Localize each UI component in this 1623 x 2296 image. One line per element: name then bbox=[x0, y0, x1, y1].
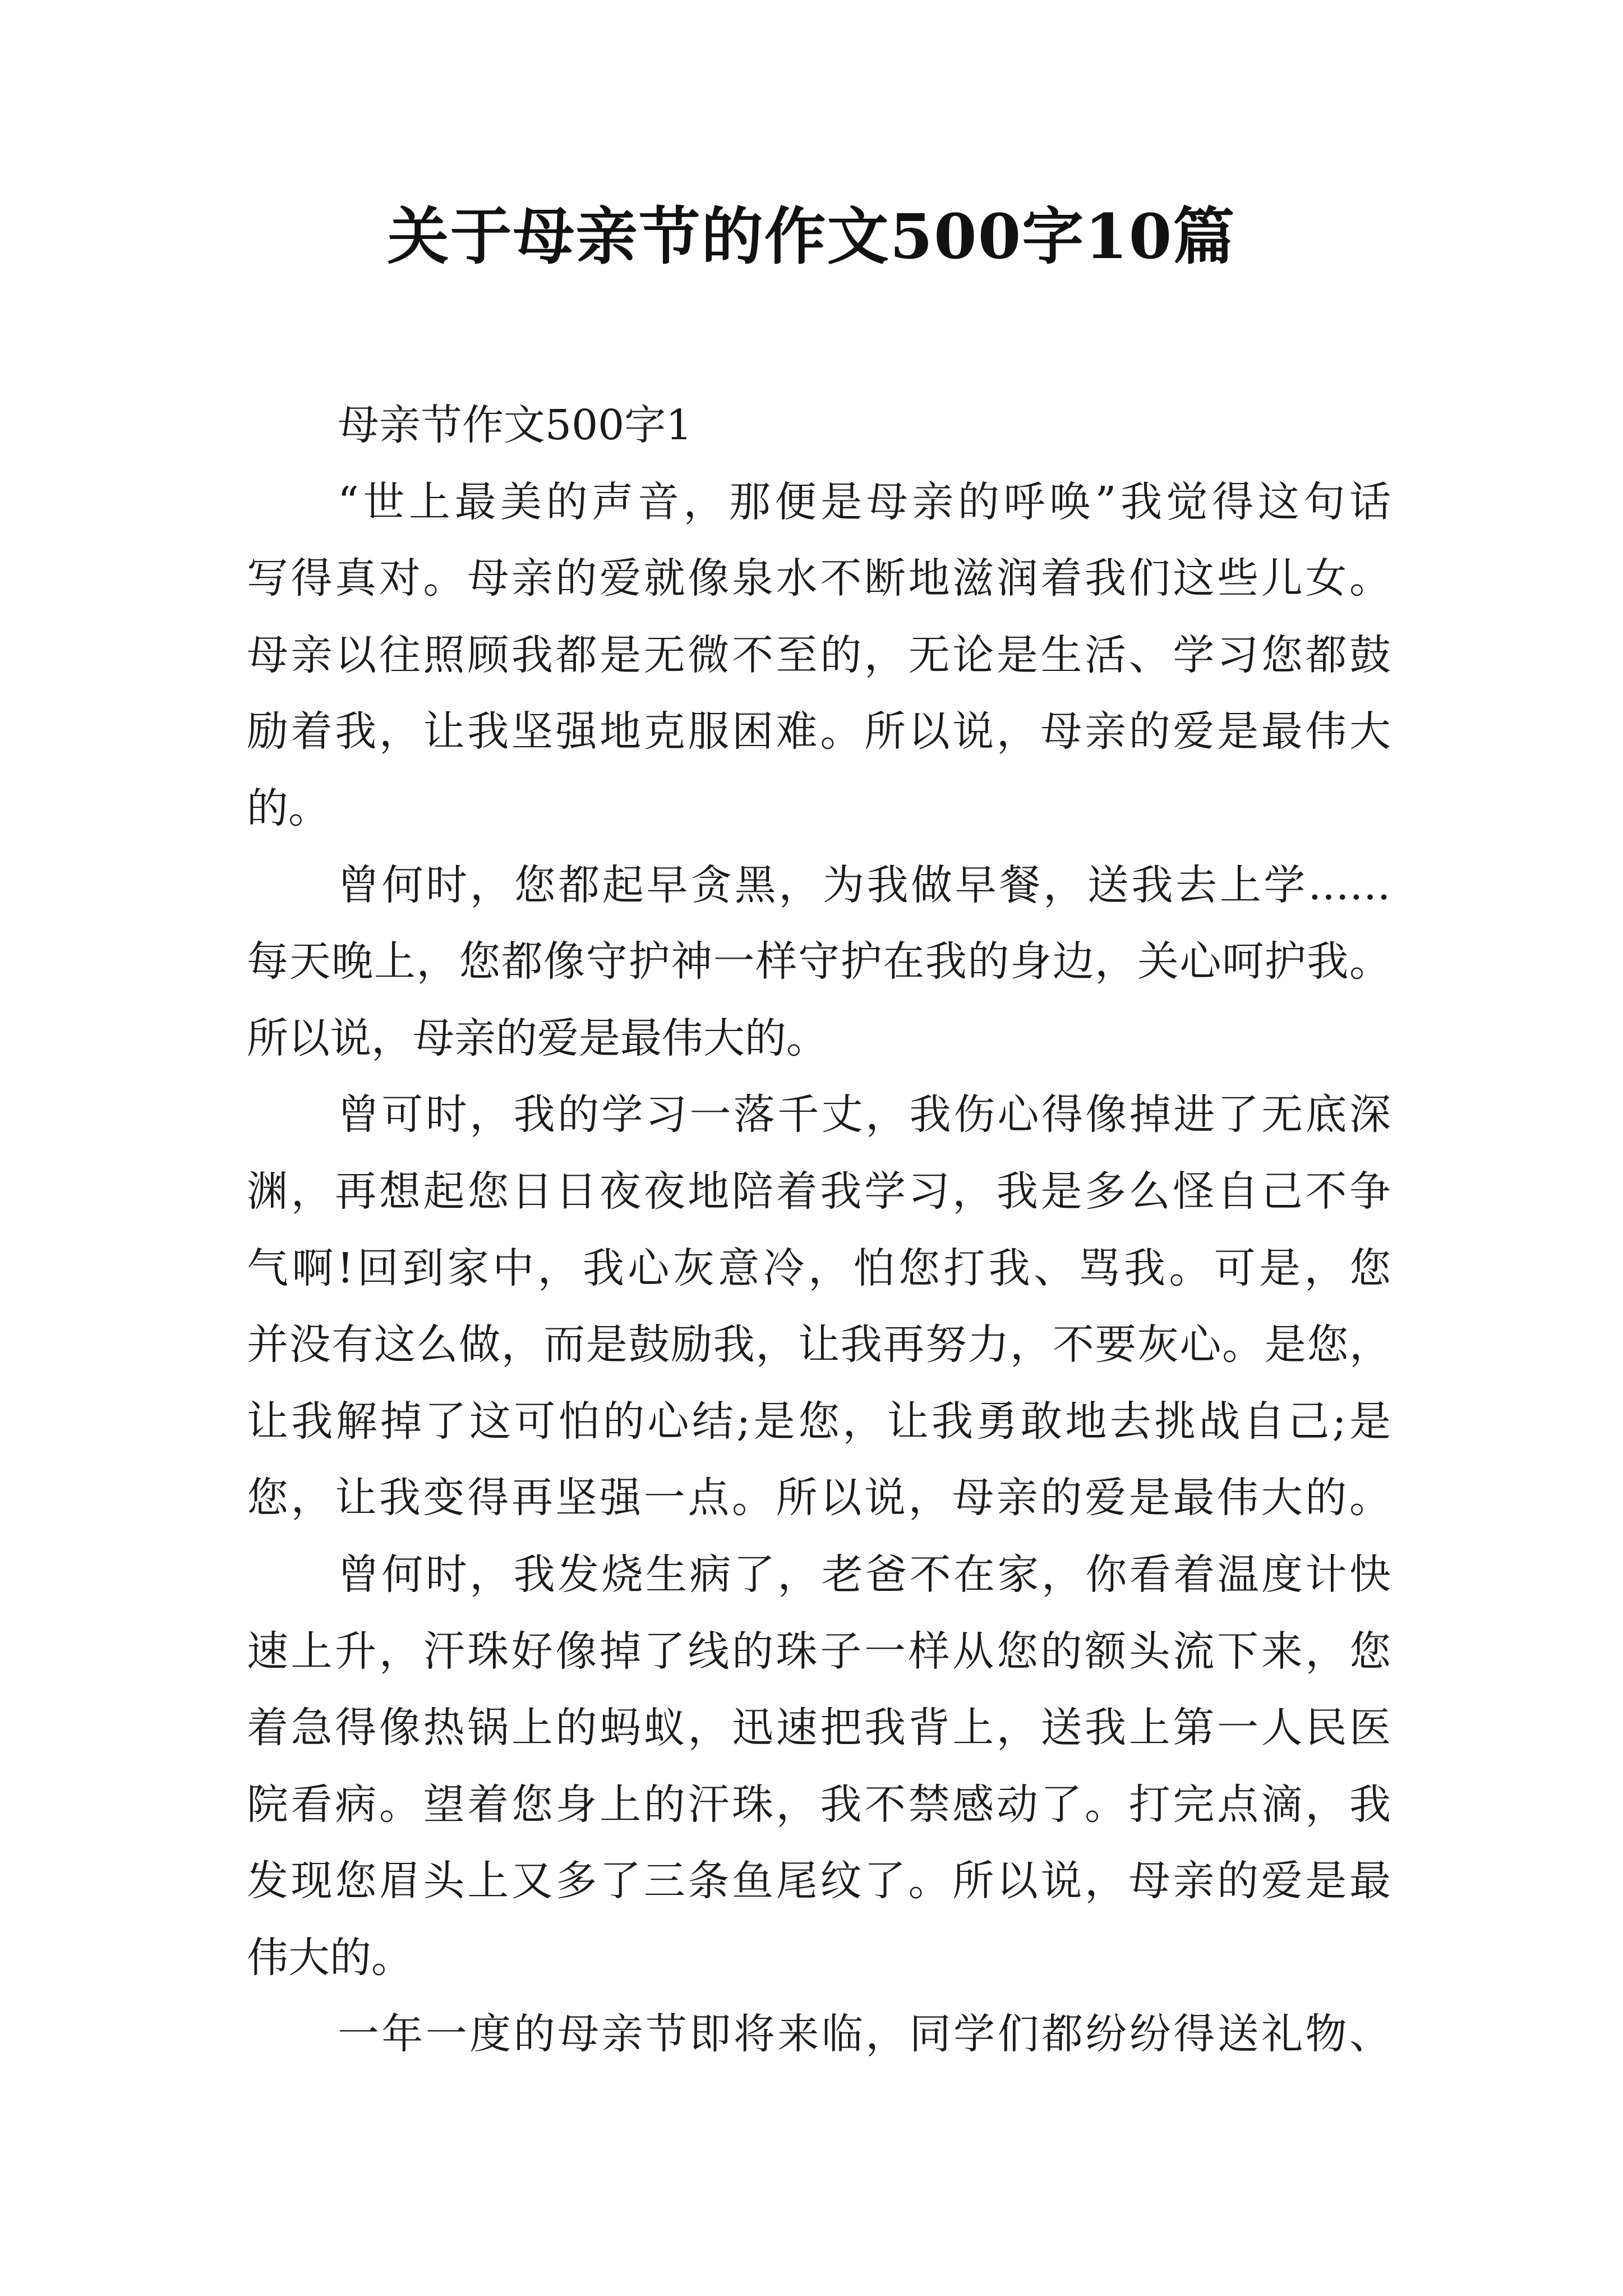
text-line: 发现您眉头上又多了三条鱼尾纹了。所以说，母亲的爱是最 bbox=[247, 1857, 1391, 1906]
text-line: 让我解掉了这可怕的心结;是您，让我勇敢地去挑战自己;是 bbox=[247, 1397, 1391, 1446]
text-line: 着急得像热锅上的蚂蚁，迅速把我背上，送我上第一人民医 bbox=[247, 1704, 1391, 1752]
text-line: 母亲节作文500字1 bbox=[338, 401, 693, 449]
text-line: 并没有这么做，而是鼓励我，让我再努力，不要灰心。是您， bbox=[247, 1320, 1391, 1369]
text-line: 励着我，让我坚强地克服困难。所以说，母亲的爱是最伟大 bbox=[247, 707, 1391, 756]
text-line: 渊，再想起您日日夜夜地陪着我学习，我是多么怪自己不争 bbox=[247, 1167, 1391, 1216]
text-line: 院看病。望着您身上的汗珠，我不禁感动了。打完点滴，我 bbox=[247, 1780, 1391, 1829]
text-line: 速上升，汗珠好像掉了线的珠子一样从您的额头流下来，您 bbox=[247, 1627, 1391, 1676]
text-line: 母亲以往照顾我都是无微不至的，无论是生活、学习您都鼓 bbox=[247, 631, 1391, 679]
text-line: 写得真对。母亲的爱就像泉水不断地滋润着我们这些儿女。 bbox=[247, 554, 1391, 603]
text-line: 曾何时，我发烧生病了，老爸不在家，你看着温度计快 bbox=[338, 1550, 1391, 1599]
text-line: 所以说，母亲的爱是最伟大的。 bbox=[247, 1014, 828, 1062]
text-line: 气啊!回到家中，我心灰意冷，怕您打我、骂我。可是，您 bbox=[247, 1244, 1391, 1292]
text-line: 每天晚上，您都像守护神一样守护在我的身边，关心呵护我。 bbox=[247, 937, 1391, 986]
text-line: 一年一度的母亲节即将来临，同学们都纷纷得送礼物、 bbox=[338, 2010, 1391, 2059]
document-title: 关于母亲节的作文500字10篇 bbox=[387, 200, 1236, 273]
text-line: 曾可时，我的学习一落千丈，我伤心得像掉进了无底深 bbox=[338, 1091, 1391, 1139]
text-line: 曾何时，您都起早贪黑，为我做早餐，送我去上学…… bbox=[338, 861, 1391, 909]
text-line: “世上最美的声音，那便是母亲的呼唤”我觉得这句话 bbox=[338, 477, 1391, 526]
text-line: 您，让我变得再坚强一点。所以说，母亲的爱是最伟大的。 bbox=[247, 1474, 1391, 1522]
text-line: 的。 bbox=[247, 784, 330, 832]
text-line: 伟大的。 bbox=[247, 1933, 413, 1982]
document-body bbox=[247, 387, 1391, 2073]
